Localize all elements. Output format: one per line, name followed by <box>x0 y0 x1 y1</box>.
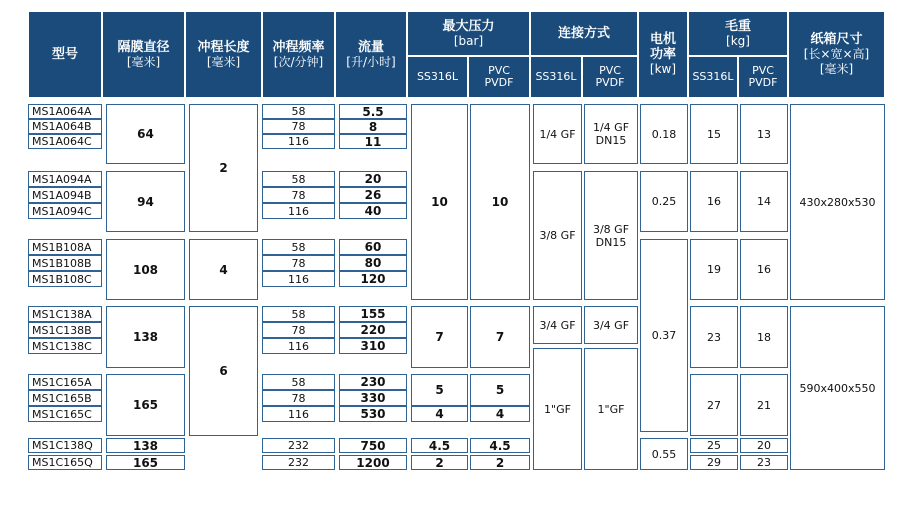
power-text: 0.37 <box>651 329 677 342</box>
model-cell <box>28 406 102 422</box>
pressure-pvc-text: 4.5 <box>489 438 511 453</box>
pressure-ss-cell <box>411 104 468 300</box>
connection-ss-text: 3/4 GF <box>539 318 576 332</box>
subheader-weight-pvc-line2: PVDF <box>748 76 778 89</box>
subheader-connection-ss-label: SS316L <box>535 70 577 83</box>
model-cell <box>28 134 102 149</box>
frequency-cell <box>262 171 335 187</box>
model-cell <box>28 338 102 354</box>
frequency-cell <box>262 406 335 422</box>
subheader-connection-pvc <box>582 56 638 98</box>
weight-pvc-cell <box>740 374 788 436</box>
flow-text: 120 <box>360 272 386 286</box>
diameter-text: 165 <box>132 398 159 412</box>
connection-pvc-text: 1/4 GF <box>592 121 630 134</box>
connection-ss-text: 1"GF <box>544 402 571 416</box>
model-cell <box>28 271 102 287</box>
model-cell <box>28 255 102 271</box>
model-text: MS1B108C <box>32 272 92 286</box>
diameter-text: 165 <box>132 455 159 470</box>
pressure-ss-text: 10 <box>431 195 448 209</box>
power-cell <box>640 171 688 232</box>
subheader-pressure-ss <box>407 56 468 98</box>
flow-cell <box>339 255 407 271</box>
model-text: MS1C165C <box>32 407 92 421</box>
stroke-cell <box>189 306 258 436</box>
flow-text: 26 <box>364 188 382 202</box>
flow-text: 80 <box>364 256 382 270</box>
power-text: 0.55 <box>651 447 677 461</box>
model-text: MS1C138A <box>32 307 92 321</box>
flow-cell <box>339 322 407 338</box>
header-stroke-length-unit: [毫米] <box>206 54 241 69</box>
header-stroke-length <box>185 11 262 98</box>
flow-cell <box>339 306 407 322</box>
diameter-cell <box>106 438 185 453</box>
frequency-cell <box>262 255 335 271</box>
weight-ss-text: 23 <box>707 330 721 344</box>
stroke-cell <box>189 239 258 300</box>
pressure-pvc-cell <box>470 104 530 300</box>
subheader-pressure-pvc-line1: PVC <box>488 64 510 77</box>
flow-text: 530 <box>360 407 386 421</box>
weight-pvc-cell <box>740 171 788 232</box>
header-diameter-unit: [毫米] <box>126 54 161 69</box>
frequency-text: 116 <box>288 272 309 286</box>
header-max-pressure <box>407 11 530 56</box>
header-max-pressure-label: 最大压力 <box>442 18 495 34</box>
model-cell <box>28 104 102 119</box>
frequency-text: 58 <box>291 172 306 186</box>
connection-pvc-text: DN15 <box>595 134 627 147</box>
pressure-ss-text: 4.5 <box>428 438 451 453</box>
pressure-pvc-cell <box>470 374 530 406</box>
model-text: MS1A064A <box>32 105 92 118</box>
frequency-text: 116 <box>288 407 309 421</box>
connection-pvc-text: 3/4 GF <box>592 318 630 332</box>
pressure-ss-cell <box>411 406 468 422</box>
frequency-cell <box>262 338 335 354</box>
flow-text: 750 <box>360 438 386 453</box>
pressure-pvc-text: 10 <box>491 195 509 209</box>
connection-pvc-cell <box>584 348 638 470</box>
header-flow-label: 流量 <box>357 39 384 55</box>
header-carton-size <box>788 11 885 98</box>
weight-ss-text: 27 <box>707 398 721 412</box>
header-gross-weight-unit: [kg] <box>726 33 750 48</box>
frequency-text: 78 <box>291 188 306 202</box>
frequency-text: 58 <box>291 105 306 118</box>
pressure-pvc-cell <box>470 306 530 368</box>
pressure-ss-cell <box>411 374 468 406</box>
weight-ss-cell <box>690 438 738 453</box>
weight-ss-cell <box>690 455 738 470</box>
model-cell <box>28 306 102 322</box>
subheader-connection-ss <box>530 56 582 98</box>
subheader-pressure-pvc <box>468 56 530 98</box>
model-text: MS1C165Q <box>32 456 93 469</box>
pressure-ss-text: 4 <box>435 407 444 421</box>
pressure-pvc-text: 4 <box>495 407 505 421</box>
flow-cell <box>339 455 407 470</box>
subheader-pressure-ss-label: SS316L <box>416 70 459 83</box>
pressure-pvc-cell <box>470 406 530 422</box>
carton-text: 590x400x550 <box>799 381 876 395</box>
weight-pvc-text: 23 <box>757 456 771 469</box>
diameter-text: 138 <box>132 330 159 344</box>
flow-cell <box>339 438 407 453</box>
connection-ss-cell <box>533 171 582 300</box>
frequency-text: 58 <box>291 307 306 321</box>
model-text: MS1B108A <box>32 240 92 254</box>
flow-text: 220 <box>360 323 386 337</box>
flow-text: 60 <box>364 240 382 254</box>
model-text: MS1B108B <box>32 256 92 270</box>
model-cell <box>28 438 102 453</box>
flow-text: 330 <box>360 391 386 405</box>
pressure-ss-cell <box>411 438 468 453</box>
weight-ss-text: 25 <box>707 439 721 452</box>
carton-cell <box>790 104 885 300</box>
frequency-cell <box>262 306 335 322</box>
header-diameter-label: 隔膜直径 <box>117 39 170 55</box>
model-text: MS1A094A <box>32 172 92 186</box>
pressure-pvc-cell <box>470 455 530 470</box>
pressure-ss-text: 5 <box>435 383 444 397</box>
model-text: MS1A064C <box>32 135 92 148</box>
header-flow-unit: [升/小时] <box>346 54 396 69</box>
flow-cell <box>339 119 407 134</box>
header-carton-size-unit: [毫米] <box>819 62 854 76</box>
frequency-cell <box>262 203 335 219</box>
model-cell <box>28 322 102 338</box>
header-motor-power-line1: 电机 <box>649 32 676 47</box>
header-max-pressure-unit: [bar] <box>453 33 484 48</box>
pressure-ss-text: 7 <box>435 330 444 344</box>
frequency-text: 58 <box>291 375 306 389</box>
frequency-cell <box>262 455 335 470</box>
frequency-cell <box>262 271 335 287</box>
subheader-pressure-pvc-line2: PVDF <box>484 76 514 89</box>
stroke-text: 2 <box>219 161 228 175</box>
model-text: MS1A094C <box>32 204 92 218</box>
header-model-label: 型号 <box>51 47 78 62</box>
weight-pvc-text: 16 <box>757 263 771 276</box>
connection-ss-text: 3/8 GF <box>539 229 576 242</box>
frequency-text: 232 <box>288 456 309 469</box>
model-text: MS1A064B <box>32 120 92 133</box>
model-text: MS1C138Q <box>32 439 93 452</box>
pressure-pvc-text: 5 <box>495 383 505 397</box>
frequency-cell <box>262 390 335 406</box>
carton-cell <box>790 306 885 470</box>
subheader-connection-pvc-line2: PVDF <box>595 76 625 89</box>
model-text: MS1C138C <box>32 339 92 353</box>
model-text: MS1A094B <box>32 188 92 202</box>
weight-pvc-text: 13 <box>757 127 771 141</box>
header-motor-power-line2: 功率 <box>649 47 676 62</box>
weight-ss-text: 19 <box>707 263 721 276</box>
weight-ss-cell <box>690 306 738 368</box>
frequency-text: 232 <box>288 439 309 452</box>
frequency-cell <box>262 134 335 149</box>
flow-cell <box>339 104 407 119</box>
connection-pvc-cell <box>584 104 638 164</box>
flow-text: 5.5 <box>362 104 384 119</box>
frequency-text: 78 <box>291 120 306 133</box>
frequency-cell <box>262 187 335 203</box>
weight-ss-text: 29 <box>707 456 721 469</box>
subheader-weight-ss <box>688 56 738 98</box>
weight-pvc-text: 21 <box>757 398 771 412</box>
connection-ss-cell <box>533 348 582 470</box>
flow-text: 310 <box>360 339 386 353</box>
stroke-text: 6 <box>219 364 228 378</box>
flow-cell <box>339 171 407 187</box>
weight-pvc-cell <box>740 438 788 453</box>
subheader-connection-pvc-line1: PVC <box>599 64 621 77</box>
diameter-text: 94 <box>137 194 154 209</box>
flow-cell <box>339 406 407 422</box>
flow-text: 230 <box>360 375 386 389</box>
stroke-text: 4 <box>219 262 228 277</box>
connection-ss-cell <box>533 104 582 164</box>
model-text: MS1C165B <box>32 391 92 405</box>
frequency-cell <box>262 438 335 453</box>
header-stroke-frequency-label: 冲程频率 <box>272 39 325 55</box>
header-stroke-frequency <box>262 11 335 98</box>
weight-pvc-text: 20 <box>757 439 771 452</box>
header-flow <box>335 11 407 98</box>
flow-cell <box>339 203 407 219</box>
model-cell <box>28 119 102 134</box>
power-cell <box>640 438 688 470</box>
power-cell <box>640 104 688 164</box>
subheader-weight-ss-label: SS316L <box>692 70 734 83</box>
connection-pvc-cell <box>584 171 638 300</box>
diameter-text: 108 <box>132 262 159 277</box>
pressure-ss-cell <box>411 455 468 470</box>
frequency-text: 116 <box>288 339 309 353</box>
connection-ss-text: 1/4 GF <box>539 127 576 141</box>
diameter-cell <box>106 104 185 164</box>
frequency-cell <box>262 374 335 390</box>
weight-pvc-cell <box>740 455 788 470</box>
frequency-text: 116 <box>288 135 309 148</box>
frequency-cell <box>262 104 335 119</box>
connection-pvc-cell <box>584 306 638 344</box>
weight-ss-text: 15 <box>707 127 721 141</box>
frequency-text: 78 <box>291 391 306 405</box>
frequency-text: 116 <box>288 204 309 218</box>
diameter-text: 64 <box>137 127 154 141</box>
weight-pvc-cell <box>740 239 788 300</box>
header-gross-weight-label: 毛重 <box>724 18 751 34</box>
connection-pvc-text: 1"GF <box>597 402 625 416</box>
model-text: MS1C165A <box>32 375 92 389</box>
diameter-cell <box>106 306 185 368</box>
weight-pvc-text: 18 <box>757 330 771 344</box>
carton-text: 430x280x530 <box>799 195 876 209</box>
diameter-cell <box>106 171 185 232</box>
header-stroke-length-label: 冲程长度 <box>197 39 250 55</box>
weight-pvc-cell <box>740 104 788 164</box>
connection-pvc-text: DN15 <box>595 235 627 249</box>
weight-ss-text: 16 <box>707 195 721 208</box>
weight-ss-cell <box>690 171 738 232</box>
header-diameter <box>102 11 185 98</box>
model-cell <box>28 171 102 187</box>
header-gross-weight <box>688 11 788 56</box>
flow-text: 8 <box>368 119 378 134</box>
flow-text: 20 <box>364 172 382 186</box>
header-motor-power-unit: [kw] <box>649 62 677 76</box>
power-text: 0.25 <box>651 195 677 208</box>
flow-cell <box>339 134 407 149</box>
flow-text: 155 <box>360 307 386 321</box>
flow-cell <box>339 271 407 287</box>
pressure-pvc-cell <box>470 438 530 453</box>
flow-text: 40 <box>364 204 382 218</box>
flow-cell <box>339 374 407 390</box>
model-cell <box>28 187 102 203</box>
frequency-text: 58 <box>291 240 306 254</box>
diameter-cell <box>106 239 185 300</box>
flow-text: 1200 <box>356 455 390 470</box>
diameter-cell <box>106 374 185 436</box>
frequency-cell <box>262 239 335 255</box>
model-cell <box>28 455 102 470</box>
header-carton-size-dims: [长×宽×高] <box>803 47 870 61</box>
model-cell <box>28 374 102 390</box>
frequency-text: 78 <box>291 323 306 337</box>
subheader-weight-pvc-line1: PVC <box>752 64 774 77</box>
power-text: 0.18 <box>651 127 677 141</box>
diameter-cell <box>106 455 185 470</box>
header-stroke-frequency-unit: [次/分钟] <box>273 54 324 69</box>
diameter-text: 138 <box>132 438 159 453</box>
pressure-ss-cell <box>411 306 468 368</box>
model-cell <box>28 203 102 219</box>
pressure-pvc-text: 2 <box>495 455 505 470</box>
frequency-cell <box>262 322 335 338</box>
pressure-ss-text: 2 <box>435 455 444 470</box>
weight-ss-cell <box>690 104 738 164</box>
header-model <box>28 11 102 98</box>
weight-ss-cell <box>690 374 738 436</box>
header-motor-power <box>638 11 688 98</box>
header-connection-label: 连接方式 <box>557 26 610 41</box>
model-text: MS1C138B <box>32 323 92 337</box>
flow-cell <box>339 187 407 203</box>
subheader-weight-pvc <box>738 56 788 98</box>
flow-cell <box>339 338 407 354</box>
flow-text: 11 <box>364 134 382 149</box>
model-cell <box>28 239 102 255</box>
frequency-cell <box>262 119 335 134</box>
stroke-cell <box>189 104 258 232</box>
power-cell <box>640 239 688 432</box>
model-cell <box>28 390 102 406</box>
pressure-pvc-text: 7 <box>495 330 505 344</box>
header-connection <box>530 11 638 56</box>
frequency-text: 78 <box>291 256 306 270</box>
weight-ss-cell <box>690 239 738 300</box>
flow-cell <box>339 239 407 255</box>
connection-pvc-text: 3/8 GF <box>592 222 630 236</box>
weight-pvc-text: 14 <box>757 195 771 208</box>
connection-ss-cell <box>533 306 582 344</box>
flow-cell <box>339 390 407 406</box>
header-carton-size-label: 纸箱尺寸 <box>810 32 863 47</box>
weight-pvc-cell <box>740 306 788 368</box>
